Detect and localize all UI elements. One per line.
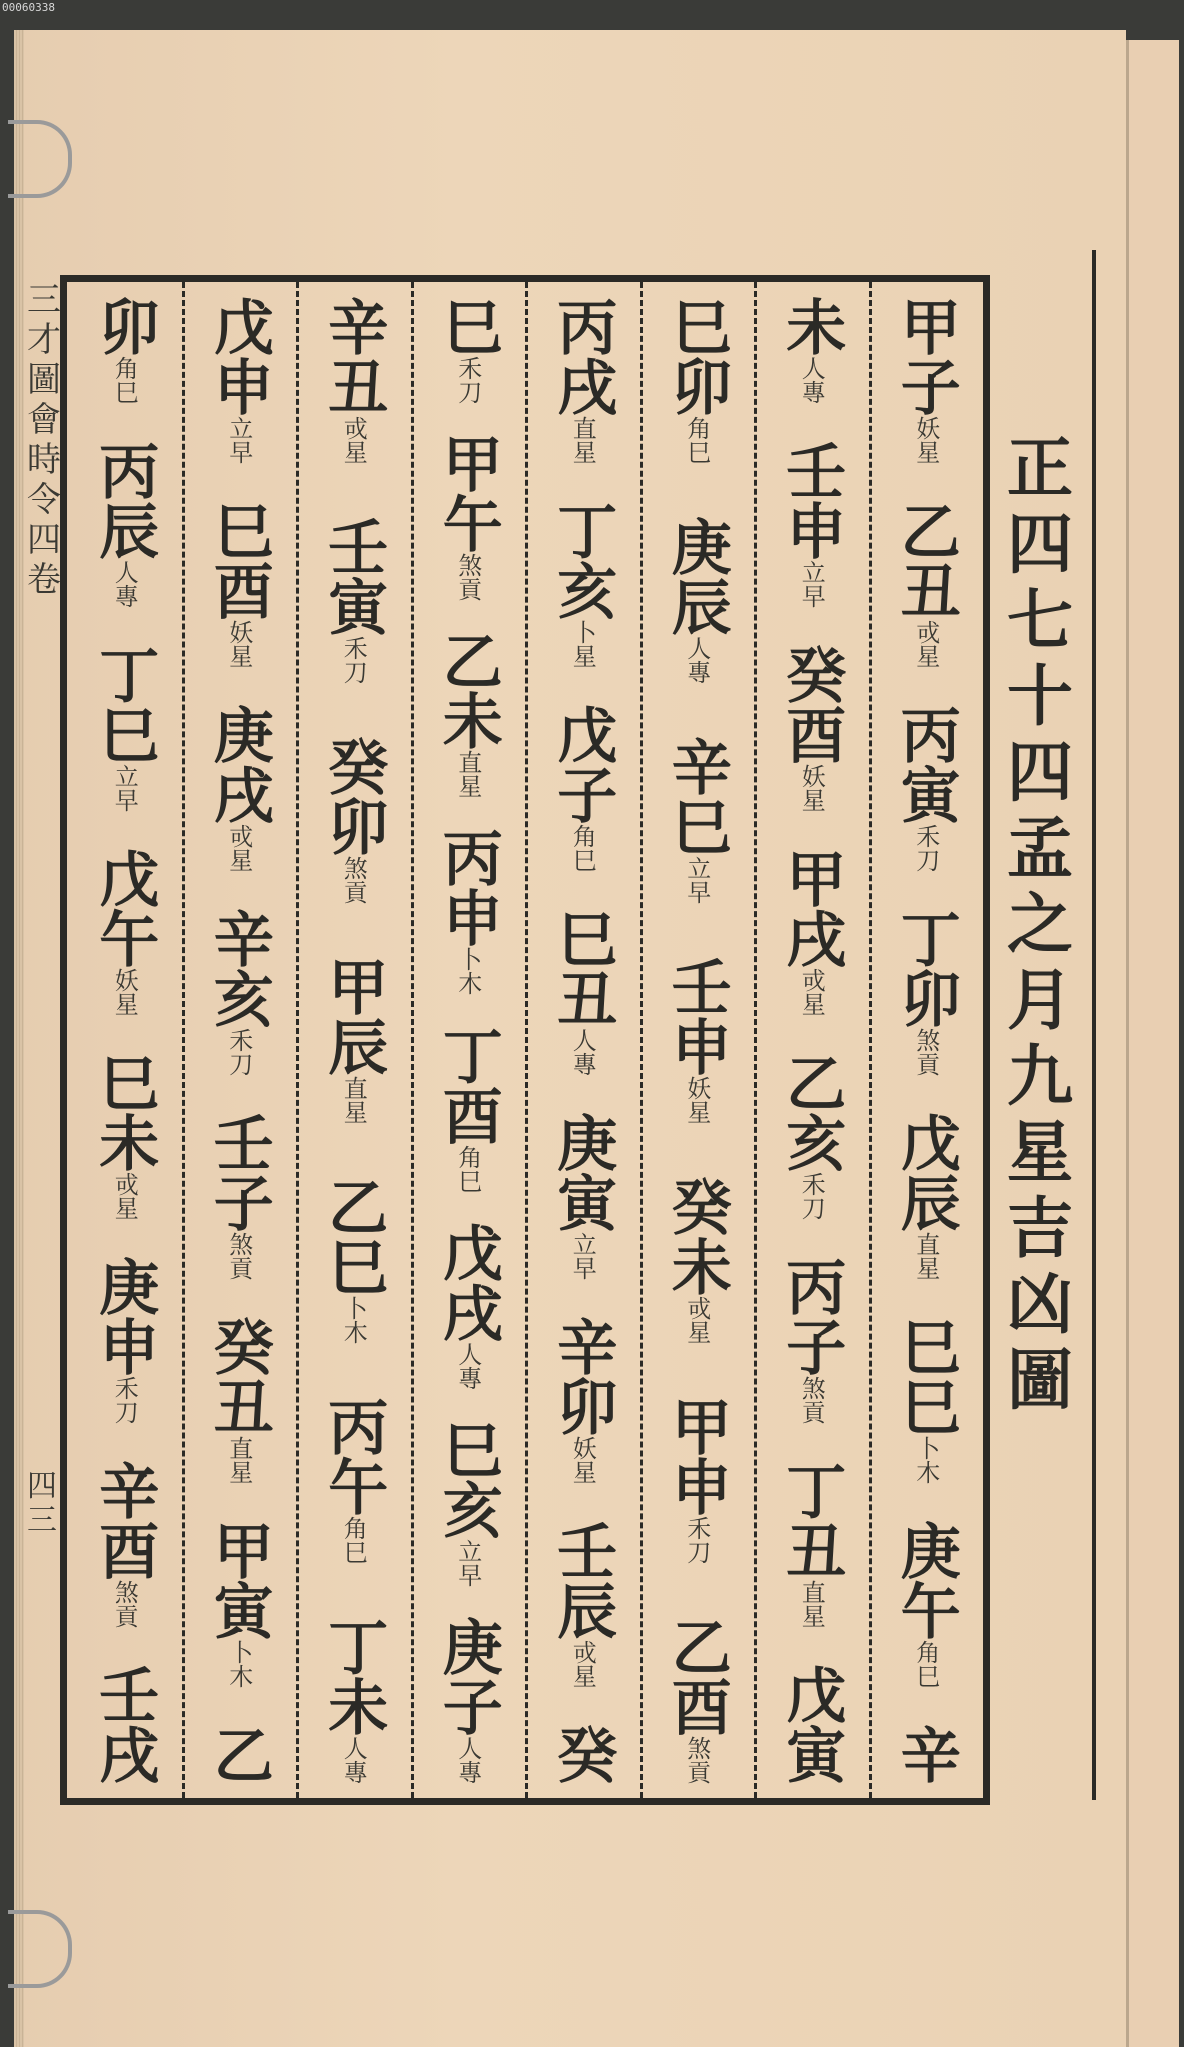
star-annotation: 立早 (453, 1538, 482, 1587)
title-char: 七 (1007, 581, 1073, 659)
star-annotation: 立早 (682, 856, 711, 904)
day-entry (890, 1724, 961, 1784)
stem-branch: 癸卯 (318, 736, 389, 856)
day-entry (203, 908, 274, 1076)
day-entry (890, 1112, 961, 1280)
day-entry (547, 500, 618, 668)
star-annotation: 煞貢 (453, 553, 482, 602)
star-annotation: 角巳 (682, 416, 711, 464)
stem-branch: 巳亥 (432, 1418, 503, 1539)
stem-branch: 乙 (203, 1724, 274, 1784)
day-entry (89, 848, 160, 1016)
margin-char: 時 (27, 440, 61, 480)
star-annotation: 煞貢 (224, 1232, 253, 1280)
margin-char: 令 (27, 480, 61, 520)
star-annotation: 人專 (453, 1735, 482, 1784)
margin-header (26, 280, 62, 600)
stem-branch: 丙寅 (890, 704, 961, 824)
star-annotation: 戓星 (682, 1296, 711, 1344)
scan-id: 00060338 (2, 1, 55, 14)
calendar-column (299, 296, 407, 1784)
star-annotation: 卜星 (568, 620, 597, 668)
day-entry (890, 704, 961, 872)
star-annotation: 煞貢 (911, 1028, 940, 1076)
day-entry (661, 296, 732, 464)
stem-branch: 巳卯 (661, 296, 732, 416)
folio-number (24, 1470, 60, 1538)
stem-branch: 戊寅 (776, 1664, 847, 1784)
day-entry (89, 1052, 160, 1220)
star-annotation: 禾刀 (224, 1028, 253, 1076)
day-entry (547, 1112, 618, 1280)
stem-branch: 庚辰 (661, 516, 732, 636)
stem-branch: 丙戌 (547, 296, 618, 416)
stem-branch: 庚申 (89, 1256, 160, 1376)
stem-branch: 癸丑 (203, 1316, 274, 1436)
title-char: 圖 (1007, 1341, 1073, 1419)
day-entry (547, 1724, 618, 1784)
star-annotation: 立早 (110, 764, 139, 812)
star-annotation: 戓星 (568, 1640, 597, 1688)
day-entry (89, 440, 160, 608)
day-entry (890, 296, 961, 464)
star-annotation: 直星 (224, 1436, 253, 1484)
star-annotation: 卜木 (453, 947, 482, 996)
star-annotation: 妖星 (224, 620, 253, 668)
stem-branch: 丁丑 (776, 1460, 847, 1580)
day-entry (890, 1520, 961, 1688)
day-entry (89, 296, 160, 404)
star-annotation: 禾刀 (339, 636, 368, 684)
day-entry (318, 1396, 389, 1564)
stem-branch: 丁卯 (890, 908, 961, 1028)
stem-branch: 丙申 (432, 827, 503, 948)
title-rule (1092, 250, 1096, 1800)
day-entry (203, 296, 274, 464)
stem-branch: 乙巳 (318, 1176, 389, 1296)
day-entry (890, 1316, 961, 1484)
stem-branch: 乙酉 (661, 1616, 732, 1736)
stem-branch: 甲辰 (318, 956, 389, 1076)
day-entry (203, 500, 274, 668)
star-annotation: 卜木 (339, 1296, 368, 1344)
day-entry (89, 1664, 160, 1784)
day-entry (203, 1724, 274, 1784)
star-annotation: 戓星 (224, 824, 253, 872)
stem-branch: 巳未 (89, 1052, 160, 1172)
star-annotation: 人專 (797, 356, 826, 404)
star-annotation: 妖星 (568, 1436, 597, 1484)
title-char: 月 (1007, 961, 1073, 1039)
binding-ring-bottom (8, 1910, 72, 1988)
stem-branch: 庚午 (890, 1520, 961, 1640)
star-annotation: 角巳 (911, 1640, 940, 1688)
star-annotation: 人專 (682, 636, 711, 684)
stem-branch: 癸未 (661, 1176, 732, 1296)
stem-branch: 戊辰 (890, 1112, 961, 1232)
stem-branch: 壬子 (203, 1112, 274, 1232)
title-char: 四 (1007, 505, 1073, 583)
calendar-frame (60, 275, 990, 1805)
stem-branch: 戊申 (203, 296, 274, 416)
day-entry (776, 1460, 847, 1628)
facing-page-edge (1126, 40, 1179, 2047)
stem-branch: 丁亥 (547, 500, 618, 620)
margin-char: 會 (27, 400, 61, 440)
day-entry (432, 630, 503, 799)
star-annotation: 煞貢 (682, 1736, 711, 1784)
stem-branch: 辛卯 (547, 1316, 618, 1436)
day-entry (661, 1396, 732, 1564)
day-entry (432, 827, 503, 996)
stem-branch: 癸酉 (776, 644, 847, 764)
star-annotation: 卜木 (911, 1436, 940, 1484)
title-char: 凶 (1007, 1265, 1073, 1343)
day-entry (547, 908, 618, 1076)
star-annotation: 人專 (110, 560, 139, 608)
star-annotation: 妖星 (911, 416, 940, 464)
star-annotation: 煞貢 (797, 1376, 826, 1424)
stem-branch: 丁未 (318, 1616, 389, 1736)
day-entry (890, 500, 961, 668)
star-annotation: 人專 (339, 1736, 368, 1784)
star-annotation: 禾刀 (453, 356, 482, 404)
day-entry (203, 1316, 274, 1484)
stem-branch: 甲子 (890, 296, 961, 416)
day-entry (203, 1520, 274, 1688)
day-entry (318, 1176, 389, 1344)
star-annotation: 立早 (797, 560, 826, 608)
stem-branch: 丁酉 (432, 1024, 503, 1145)
star-annotation: 直星 (568, 416, 597, 464)
margin-char: 才 (27, 320, 61, 360)
star-annotation: 直星 (339, 1076, 368, 1124)
calendar-column (185, 296, 293, 1784)
stem-branch: 巳 (432, 296, 503, 356)
page-title (1000, 430, 1080, 1418)
calendar-column (643, 296, 751, 1784)
stem-branch: 戊戌 (432, 1221, 503, 1342)
stem-branch: 壬寅 (318, 516, 389, 636)
day-entry (661, 1176, 732, 1344)
day-entry (89, 1256, 160, 1424)
day-entry (776, 644, 847, 812)
title-char: 十 (1007, 657, 1073, 735)
star-annotation: 直星 (797, 1580, 826, 1628)
star-annotation: 戓星 (911, 620, 940, 668)
stem-branch: 庚子 (432, 1615, 503, 1736)
stem-branch: 乙丑 (890, 500, 961, 620)
star-annotation: 人專 (453, 1341, 482, 1390)
stem-branch: 甲申 (661, 1396, 732, 1516)
star-annotation: 角巳 (568, 824, 597, 872)
day-entry (661, 956, 732, 1124)
star-annotation: 禾刀 (911, 824, 940, 872)
stem-branch: 丙辰 (89, 440, 160, 560)
stem-branch: 丙午 (318, 1396, 389, 1516)
folio-char: 三 (27, 1503, 57, 1538)
star-annotation: 禾刀 (682, 1516, 711, 1564)
margin-char: 四 (27, 520, 61, 560)
day-entry (776, 296, 847, 404)
day-entry (890, 908, 961, 1076)
stem-branch: 辛亥 (203, 908, 274, 1028)
page-edge (14, 30, 24, 2047)
stem-branch: 辛巳 (661, 736, 732, 856)
star-annotation: 直星 (911, 1232, 940, 1280)
day-entry (203, 704, 274, 872)
day-entry (318, 1616, 389, 1784)
calendar-column (70, 296, 178, 1784)
stem-branch: 乙未 (432, 630, 503, 751)
stem-branch: 壬申 (776, 440, 847, 560)
day-entry (432, 1221, 503, 1390)
stem-branch: 甲寅 (203, 1520, 274, 1640)
binding-ring-top (8, 120, 72, 198)
day-entry (776, 848, 847, 1016)
star-annotation: 煞貢 (110, 1580, 139, 1628)
star-annotation: 妖星 (110, 968, 139, 1016)
day-entry (776, 1052, 847, 1220)
star-annotation: 妖星 (797, 764, 826, 812)
star-annotation: 直星 (453, 750, 482, 799)
star-annotation: 角巳 (453, 1144, 482, 1193)
stem-branch: 甲午 (432, 433, 503, 554)
stem-branch: 辛丑 (318, 296, 389, 416)
margin-char: 圖 (27, 360, 61, 400)
star-annotation: 戓星 (339, 416, 368, 464)
day-entry (89, 644, 160, 812)
title-char: 四 (1007, 733, 1073, 811)
folio-char: 四 (27, 1469, 57, 1504)
stem-branch: 壬申 (661, 956, 732, 1076)
day-entry (776, 1664, 847, 1784)
calendar-column (872, 296, 980, 1784)
stem-branch: 辛酉 (89, 1460, 160, 1580)
stem-branch: 未 (776, 296, 847, 356)
stem-branch: 丙子 (776, 1256, 847, 1376)
stem-branch: 戊午 (89, 848, 160, 968)
day-entry (776, 440, 847, 608)
stem-branch: 巳巳 (890, 1316, 961, 1436)
title-char: 正 (1007, 429, 1073, 507)
calendar-column (757, 296, 865, 1784)
star-annotation: 卜木 (224, 1640, 253, 1688)
day-entry (432, 1615, 503, 1784)
day-entry (432, 433, 503, 602)
star-annotation: 人專 (568, 1028, 597, 1076)
day-entry (661, 516, 732, 684)
stem-branch: 乙亥 (776, 1052, 847, 1172)
title-char: 九 (1007, 1037, 1073, 1115)
star-annotation: 立早 (224, 416, 253, 464)
star-annotation: 立早 (568, 1232, 597, 1280)
star-annotation: 妖星 (682, 1076, 711, 1124)
day-entry (432, 1418, 503, 1587)
stem-branch: 庚戌 (203, 704, 274, 824)
day-entry (203, 1112, 274, 1280)
stem-branch: 庚寅 (547, 1112, 618, 1232)
title-char: 孟 (1007, 809, 1073, 887)
stem-branch: 癸 (547, 1724, 618, 1784)
day-entry (547, 704, 618, 872)
star-annotation: 煞貢 (339, 856, 368, 904)
star-annotation: 角巳 (110, 356, 139, 404)
title-char: 之 (1007, 885, 1073, 963)
day-entry (547, 1316, 618, 1484)
day-entry (318, 956, 389, 1124)
stem-branch: 巳酉 (203, 500, 274, 620)
stem-branch: 丁巳 (89, 644, 160, 764)
day-entry (432, 1024, 503, 1193)
day-entry (318, 516, 389, 684)
star-annotation: 禾刀 (110, 1376, 139, 1424)
day-entry (432, 296, 503, 404)
star-annotation: 戓星 (110, 1172, 139, 1220)
margin-char: 三 (27, 280, 61, 320)
stem-branch: 戊子 (547, 704, 618, 824)
day-entry (776, 1256, 847, 1424)
star-annotation: 角巳 (339, 1516, 368, 1564)
day-entry (547, 296, 618, 464)
day-entry (89, 1460, 160, 1628)
calendar-column (528, 296, 636, 1784)
stem-branch: 卯 (89, 296, 160, 356)
day-entry (318, 296, 389, 464)
day-entry (661, 736, 732, 904)
stem-branch: 壬辰 (547, 1520, 618, 1640)
stem-branch: 壬戌 (89, 1664, 160, 1784)
day-entry (661, 1616, 732, 1784)
stem-branch: 巳丑 (547, 908, 618, 1028)
margin-char: 卷 (27, 560, 61, 600)
star-annotation: 戓星 (797, 968, 826, 1016)
calendar-column (414, 296, 522, 1784)
stem-branch: 辛 (890, 1724, 961, 1784)
day-entry (547, 1520, 618, 1688)
stem-branch: 甲戌 (776, 848, 847, 968)
day-entry (318, 736, 389, 904)
title-char: 吉 (1007, 1189, 1073, 1267)
title-char: 星 (1007, 1113, 1073, 1191)
star-annotation: 禾刀 (797, 1172, 826, 1220)
